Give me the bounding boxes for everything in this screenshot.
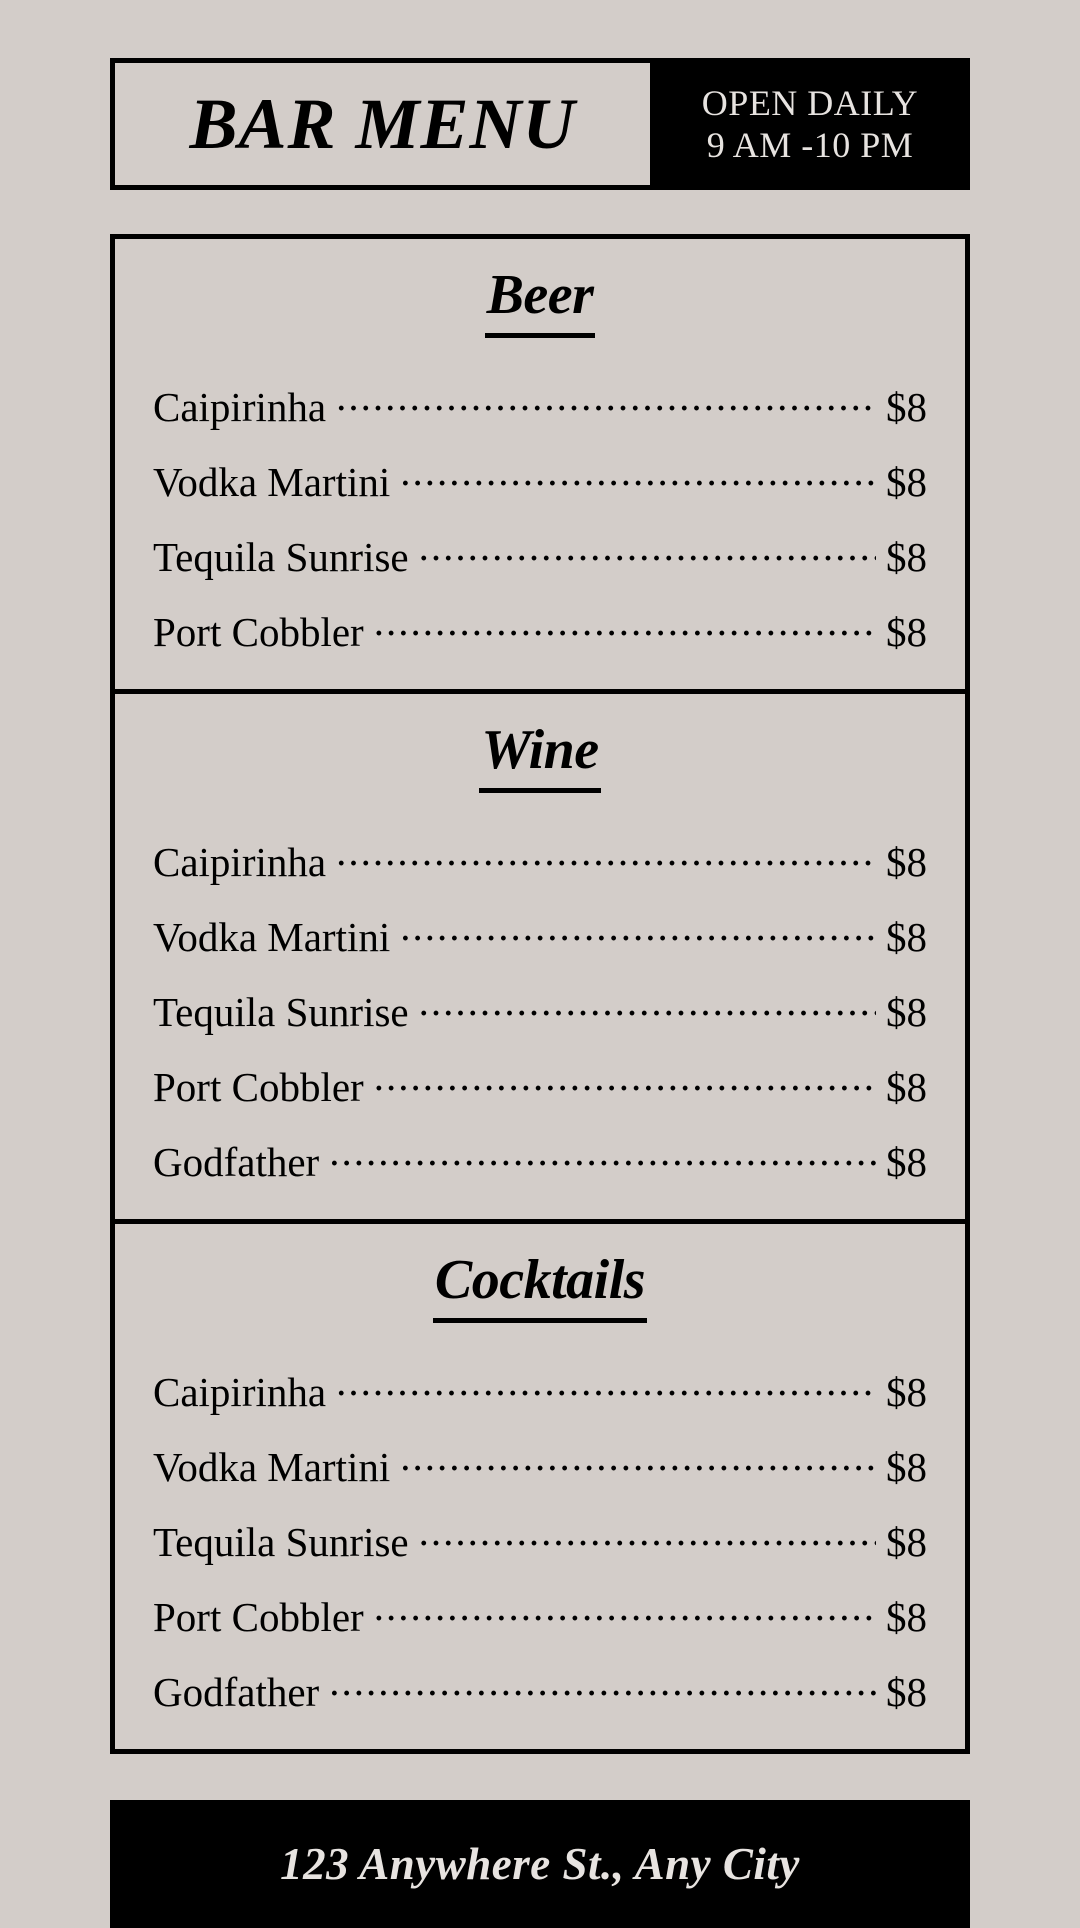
leader-dots bbox=[419, 530, 876, 571]
menu-item-price: $8 bbox=[886, 913, 927, 960]
leader-dots bbox=[336, 1365, 876, 1406]
leader-dots bbox=[329, 1135, 876, 1176]
menu-item-name: Vodka Martini bbox=[153, 1443, 391, 1490]
menu-item bbox=[153, 455, 927, 505]
opening-hours-line-2: 9 AM -10 PM bbox=[706, 125, 914, 165]
leader-dots bbox=[400, 455, 876, 496]
section-heading-text: Wine bbox=[479, 720, 600, 793]
menu-sections bbox=[110, 234, 970, 1754]
leader-dots bbox=[419, 1515, 876, 1556]
menu-title-block bbox=[115, 63, 655, 185]
section-heading bbox=[153, 720, 927, 793]
menu-section-beer bbox=[115, 239, 965, 689]
menu-item-price: $8 bbox=[886, 1138, 927, 1185]
menu-item bbox=[153, 910, 927, 960]
menu-item-name: Port Cobbler bbox=[153, 1063, 364, 1110]
menu-item-name: Tequila Sunrise bbox=[153, 533, 409, 580]
opening-hours-line-1: OPEN DAILY bbox=[701, 82, 919, 123]
menu-item-name: Godfather bbox=[153, 1138, 320, 1185]
menu-item-name: Godfather bbox=[153, 1669, 320, 1715]
menu-item-price: $8 bbox=[886, 1063, 927, 1110]
menu-section-cocktails bbox=[115, 1219, 965, 1749]
menu-item bbox=[153, 1665, 927, 1715]
menu-item-name: Port Cobbler bbox=[153, 1593, 364, 1640]
section-heading bbox=[153, 265, 927, 338]
menu-item-name: Vodka Martini bbox=[153, 913, 391, 960]
menu-item bbox=[153, 1365, 927, 1415]
menu-item bbox=[153, 1440, 927, 1490]
leader-dots bbox=[419, 985, 876, 1026]
leader-dots bbox=[374, 605, 876, 646]
menu-item bbox=[153, 380, 927, 430]
address-text: 123 Anywhere St., Any City bbox=[280, 1839, 800, 1890]
menu-item bbox=[153, 1590, 927, 1640]
menu-item-price: $8 bbox=[886, 383, 927, 430]
menu-item bbox=[153, 985, 927, 1035]
leader-dots bbox=[329, 1665, 876, 1706]
leader-dots bbox=[336, 380, 876, 421]
menu-item-name: Vodka Martini bbox=[153, 458, 391, 505]
menu-item-name: Caipirinha bbox=[153, 838, 327, 885]
leader-dots bbox=[374, 1060, 876, 1101]
menu-item-price: $8 bbox=[886, 458, 927, 505]
menu-item-price: $8 bbox=[886, 838, 927, 885]
menu-item-price: $8 bbox=[886, 1669, 927, 1715]
section-heading-text: Cocktails bbox=[433, 1250, 647, 1323]
menu-item-price: $8 bbox=[886, 1518, 927, 1565]
menu-item-price: $8 bbox=[886, 1593, 927, 1640]
menu-item-price: $8 bbox=[886, 988, 927, 1035]
menu-item-name: Port Cobbler bbox=[153, 608, 364, 655]
menu-item bbox=[153, 1135, 927, 1185]
leader-dots bbox=[400, 910, 876, 951]
menu-item bbox=[153, 1515, 927, 1565]
section-heading bbox=[153, 1250, 927, 1323]
menu-item-price: $8 bbox=[886, 1443, 927, 1490]
leader-dots bbox=[336, 835, 876, 876]
menu-item-price: $8 bbox=[886, 533, 927, 580]
menu-item-name: Caipirinha bbox=[153, 1368, 327, 1415]
menu-footer bbox=[110, 1800, 970, 1928]
menu-item bbox=[153, 605, 927, 655]
menu-item-name: Tequila Sunrise bbox=[153, 988, 409, 1035]
menu-item bbox=[153, 835, 927, 885]
opening-hours-block bbox=[655, 63, 965, 185]
menu-item-name: Caipirinha bbox=[153, 383, 327, 430]
menu-item bbox=[153, 1060, 927, 1110]
menu-item-price: $8 bbox=[886, 1368, 927, 1415]
page-title: BAR MENU bbox=[189, 84, 576, 164]
menu-header bbox=[110, 58, 970, 190]
menu-item-price: $8 bbox=[886, 608, 927, 655]
menu-item bbox=[153, 530, 927, 580]
menu-section-wine bbox=[115, 689, 965, 1219]
menu-item-name: Tequila Sunrise bbox=[153, 1518, 409, 1565]
leader-dots bbox=[400, 1440, 876, 1481]
leader-dots bbox=[374, 1590, 876, 1631]
section-heading-text: Beer bbox=[485, 265, 596, 338]
